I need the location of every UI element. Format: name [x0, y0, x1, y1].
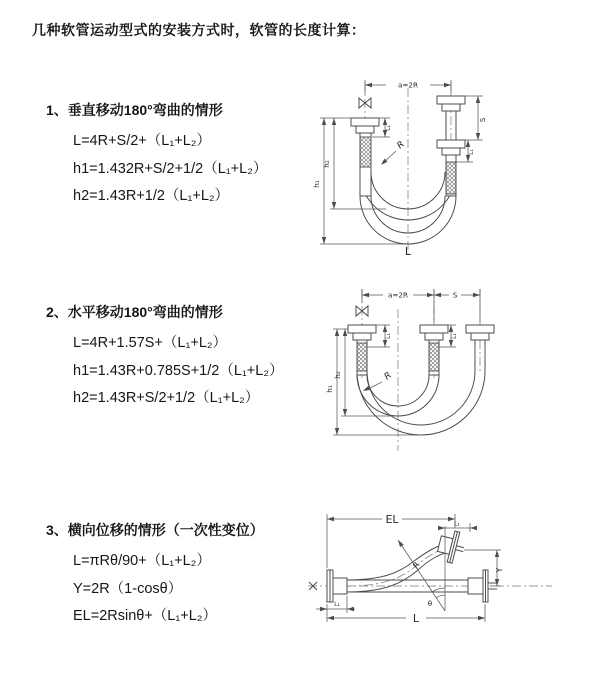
radius-callout: [381, 140, 407, 165]
dimension-l1-left: [316, 596, 355, 613]
mid-hose-leg: [429, 340, 439, 375]
formula-h1: h1=1.432R+S/2+1/2（L₁+L₂）: [73, 160, 268, 177]
section-lateral-displacement: [46, 521, 264, 631]
dim-label-h2: h₂: [333, 371, 342, 379]
right-hose-leg: [446, 155, 456, 196]
dimension-length: [327, 604, 485, 625]
formula-h2: h2=1.43R+1/2（L₁+L₂）: [73, 188, 230, 204]
formula-h2: h2=1.43R+S/2+1/2（L₁+L₂）: [73, 390, 260, 406]
diagram-horizontal-180-bend: [325, 283, 575, 463]
dimension-l1-top: [438, 521, 477, 533]
section-vertical-movement: [46, 101, 267, 211]
dim-label-a2r: a=2R: [398, 80, 418, 90]
formula-length: L=4R+1.57S+（L₁+L₂）: [73, 335, 228, 351]
angle-label: θ: [427, 599, 433, 608]
radius-construction: [398, 526, 445, 611]
dim-label-h2: h₂: [322, 160, 331, 168]
page-title: 几种软管运动型式的安装方式时，软管的长度计算：: [32, 22, 366, 38]
formula-el: EL=2Rsinθ+（L₁+L₂）: [73, 608, 217, 624]
dimension-stroke-s: [456, 96, 487, 162]
dim-label-l1-mid: L₁: [451, 333, 458, 339]
dimension-a2r-s: [362, 289, 480, 323]
dimension-heights: [312, 118, 406, 244]
section-3-heading: 3、横向位移的情形（一次性变位）: [46, 522, 264, 538]
formula-length: L=πRθ/90+（L₁+L₂）: [73, 553, 211, 569]
formula-y: Y=2R（1-cosθ）: [73, 580, 183, 597]
diagram-lateral-displacement: [300, 506, 600, 638]
dim-label-l1-top: L₁: [454, 520, 460, 528]
dim-label-h1: h₁: [325, 385, 334, 393]
hose-displaced-position: [347, 543, 451, 592]
radius-label: R: [395, 139, 407, 152]
right-flange-lower: [437, 140, 465, 155]
dim-label-a2r: a=2R: [388, 290, 408, 300]
radius-label: R: [382, 370, 394, 383]
dim-label-l: L: [412, 612, 420, 625]
left-flange: [351, 118, 379, 133]
dim-label-l1-right: L₁: [468, 149, 475, 155]
left-flange: [348, 325, 376, 340]
dim-label-l1-left: L₁: [385, 333, 392, 339]
left-hose-leg: [357, 340, 367, 375]
formula-length: L=4R+S/2+（L₁+L₂）: [73, 133, 211, 149]
left-hose-leg: [360, 133, 371, 196]
left-flange: [327, 570, 347, 602]
dimension-heights: [325, 329, 421, 435]
radius-label: R: [411, 560, 422, 571]
dim-label-l1-left: L₁: [385, 125, 392, 131]
dim-label-s: S: [452, 290, 458, 300]
section-horizontal-movement: [46, 303, 283, 413]
upper-flange-displaced: [436, 528, 468, 565]
mid-flange: [420, 325, 448, 340]
right-flange-top: [437, 96, 465, 111]
right-flange-moved: [466, 325, 494, 340]
section-1-heading: 1、垂直移动180°弯曲的情形: [46, 102, 223, 118]
dim-label-y: Y: [495, 567, 504, 573]
dim-label-h1: h₁: [312, 180, 321, 188]
length-label: L: [404, 245, 412, 258]
hose-bend-arcs: [357, 371, 485, 435]
dim-label-s: S: [478, 117, 487, 123]
dim-label-el: EL: [385, 513, 399, 526]
diagram-vertical-180-bend: [310, 72, 598, 264]
dimension-el: [327, 513, 455, 568]
dim-label-l1-left: L₁: [334, 601, 340, 608]
section-2-heading: 2、水平移动180°弯曲的情形: [46, 304, 223, 320]
formula-h1: h1=1.43R+0.785S+1/2（L₁+L₂）: [73, 362, 284, 379]
